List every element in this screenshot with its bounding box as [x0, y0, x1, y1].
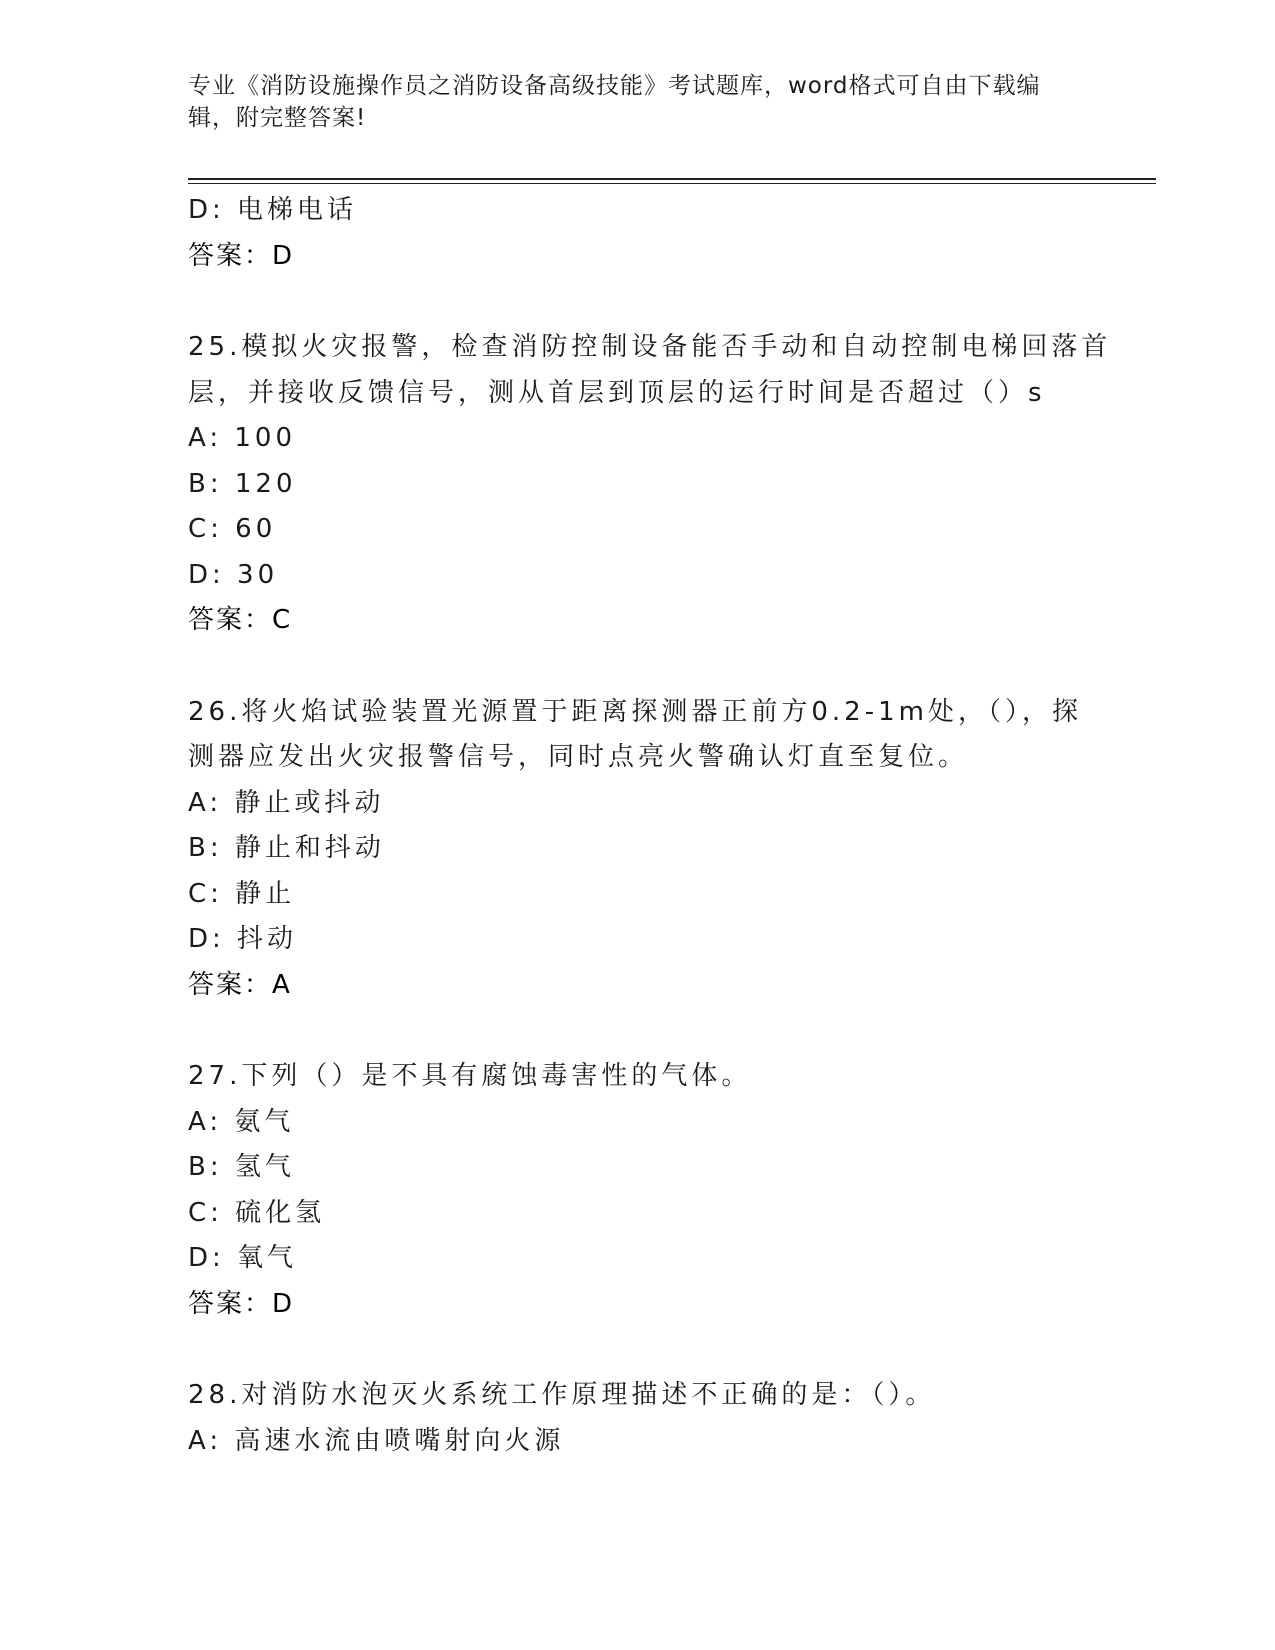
option-b: B: 静止和抖动	[188, 833, 385, 863]
answer-value: D	[272, 1288, 295, 1319]
question-stem-line: 测器应发出火灾报警信号，同时点亮火警确认灯直至复位。	[188, 742, 969, 772]
header-line-1: 专业《消防设施操作员之消防设备高级技能》考试题库，word格式可自由下载编	[188, 73, 1041, 99]
question-25	[188, 325, 1112, 644]
question-stem-line: 27.下列（）是不具有腐蚀毒害性的气体。	[188, 1061, 752, 1091]
option-d: D: 氧气	[188, 1243, 298, 1273]
spacer	[188, 279, 1088, 325]
answer-label: 答案：	[188, 969, 273, 1000]
answer-value: C	[272, 605, 293, 635]
answer-line	[188, 963, 1088, 1009]
answer-line	[188, 1282, 1088, 1328]
option-d: D: 30	[188, 559, 279, 590]
option-c: C: 静止	[188, 878, 296, 909]
answer-label: 答案：	[188, 605, 273, 635]
header-divider-thin	[188, 183, 1156, 184]
header-line-2: 辑，附完整答案!	[188, 105, 367, 131]
question-stem-line: 28.对消防水泡灭火系统工作原理描述不正确的是：（）。	[188, 1380, 936, 1410]
answer-line	[188, 598, 1088, 644]
header-divider-thick	[188, 178, 1156, 180]
question-stem-line: 26.将火焰试验装置光源置于距离探测器正前方0.2-1m处，（），探	[188, 696, 1082, 727]
option-b: B: 120	[188, 468, 297, 499]
answer-value: D	[272, 240, 295, 271]
answer-label: 答案：	[188, 240, 273, 271]
question-28	[188, 1373, 1088, 1464]
option-a: A: 100	[188, 423, 296, 453]
option-c: C: 硫化氢	[188, 1197, 326, 1228]
question-stem-line: 层，并接收反馈信号，测从首层到顶层的运行时间是否超过（）s	[188, 377, 1046, 408]
document-header	[188, 70, 1068, 134]
answer-value: A	[272, 969, 292, 1000]
answer-line	[188, 234, 1088, 280]
question-27	[188, 1054, 1088, 1327]
option-a: A: 高速水流由喷嘴射向火源	[188, 1425, 565, 1456]
answer-label: 答案：	[188, 1288, 273, 1319]
option-a: A: 静止或抖动	[188, 787, 385, 818]
option-b: B: 氢气	[188, 1152, 295, 1182]
question-stem-line: 25.模拟火灾报警，检查消防控制设备能否手动和自动控制电梯回落首	[188, 332, 1112, 362]
question-24-tail	[188, 188, 1088, 279]
question-26	[188, 690, 1088, 1009]
spacer	[188, 644, 1088, 690]
option-c: C: 60	[188, 514, 277, 544]
option-d: D: 抖动	[188, 924, 298, 954]
question-list	[188, 188, 1112, 1464]
option-a: A: 氨气	[188, 1106, 295, 1137]
spacer	[188, 1008, 1088, 1054]
option-d: D: 电梯电话	[188, 195, 358, 225]
spacer	[188, 1327, 1088, 1373]
